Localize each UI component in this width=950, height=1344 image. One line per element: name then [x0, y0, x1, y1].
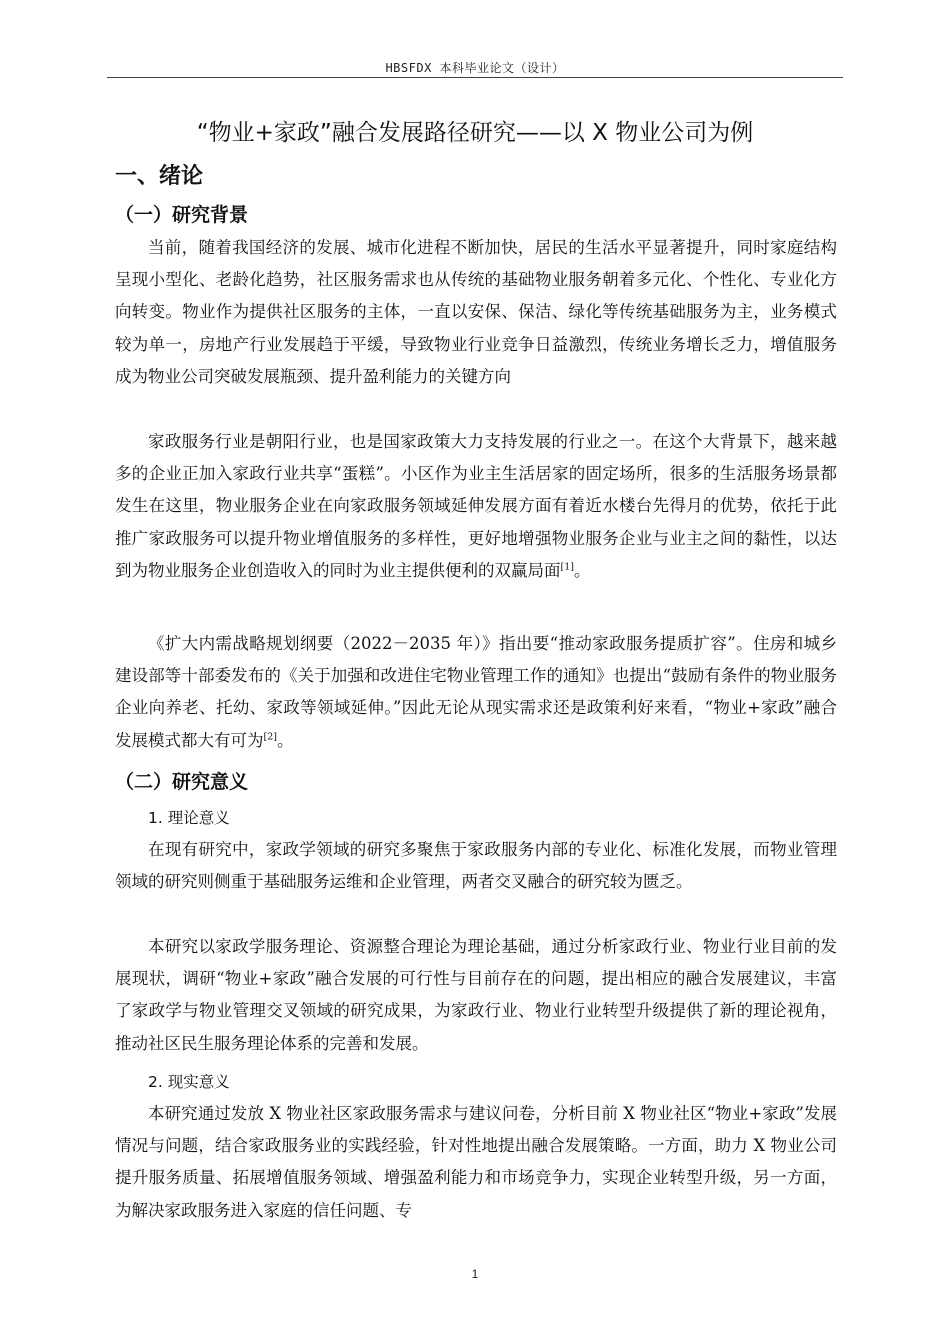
paragraph-background-2	[115, 426, 837, 587]
paragraph-background-3	[115, 628, 837, 757]
paragraph-end: 。	[276, 730, 294, 750]
header-divider	[107, 77, 843, 78]
paragraph-practice-1: 本研究通过发放 X 物业社区家政服务需求与建议问卷，分析目前 X 物业社区“物业+家政”发展情况与问题，结合家政服务业的实践经验，针对性地提出融合发展策略。一方面，助力 X 物业公司提升服务质量、拓展增值服务领域、增强盈利能力和市场竞争力，实现企业转型升级，另一方面，为解决家政服务进入家庭的信任问题、专	[115, 1104, 837, 1220]
running-header: HBSFDX 本科毕业论文（设计）	[385, 61, 565, 75]
section-heading-background: （一）研究背景	[115, 204, 249, 226]
paragraph-theory-1: 在现有研究中，家政学领域的研究多聚焦于家政服务内部的专业化、标准化发展，而物业管理领域的研究则侧重于基础服务运维和企业管理，两者交叉融合的研究较为匮乏。	[115, 840, 837, 892]
paragraph-end: 。	[573, 560, 591, 580]
page-number: 1	[471, 1267, 479, 1281]
subsection-heading-practice: 2. 现实意义	[148, 1073, 230, 1091]
citation-ref: [2]	[263, 731, 277, 743]
paragraph-text: 《扩大内需战略规划纲要（2022－2035 年）》指出要“推动家政服务提质扩容”。住房和城乡建设部等十部委发布的《关于加强和改进住宅物业管理工作的通知》也提出“鼓励有条件的物业服务企业向养老、托幼、家政等领域延伸。”因此无论从现实需求还是政策利好来看，“物业+家政”融合发展模式都大有可为	[115, 634, 837, 750]
section-heading-significance: （二）研究意义	[115, 771, 249, 793]
paper-title: “物业+家政”融合发展路径研究——以 X 物业公司为例	[196, 120, 754, 146]
paragraph-background-1: 当前，随着我国经济的发展、城市化进程不断加快，居民的生活水平显著提升，同时家庭结构呈现小型化、老龄化趋势，社区服务需求也从传统的基础物业服务朝着多元化、个性化、专业化方向转变。物业作为提供社区服务的主体，一直以安保、保洁、绿化等传统基础服务为主，业务模式较为单一，房地产行业发展趋于平缓，导致物业行业竞争日益激烈，传统业务增长乏力，增值服务成为物业公司突破发展瓶颈、提升盈利能力的关键方向	[115, 238, 837, 386]
paragraph-text: 家政服务行业是朝阳行业，也是国家政策大力支持发展的行业之一。在这个大背景下，越来越多的企业正加入家政行业共享“蛋糕”。小区作为业主生活居家的固定场所，很多的生活服务场景都发生在这里，物业服务企业在向家政服务领域延伸发展方面有着近水楼台先得月的优势，依托于此推广家政服务可以提升物业增值服务的多样性，更好地增强物业服务企业与业主之间的黏性，以达到为物业服务企业创造收入的同时为业主提供便利的双赢局面	[115, 432, 837, 580]
paragraph-theory-2: 本研究以家政学服务理论、资源整合理论为理论基础，通过分析家政行业、物业行业目前的发展现状，调研“物业+家政”融合发展的可行性与目前存在的问题，提出相应的融合发展建议，丰富了家政学与物业管理交叉领域的研究成果，为家政行业、物业行业转型升级提供了新的理论视角，推动社区民生服务理论体系的完善和发展。	[115, 937, 837, 1053]
subsection-heading-theory: 1. 理论意义	[148, 809, 230, 827]
citation-ref: [1]	[560, 561, 574, 573]
chapter-heading: 一、绪论	[115, 164, 204, 189]
